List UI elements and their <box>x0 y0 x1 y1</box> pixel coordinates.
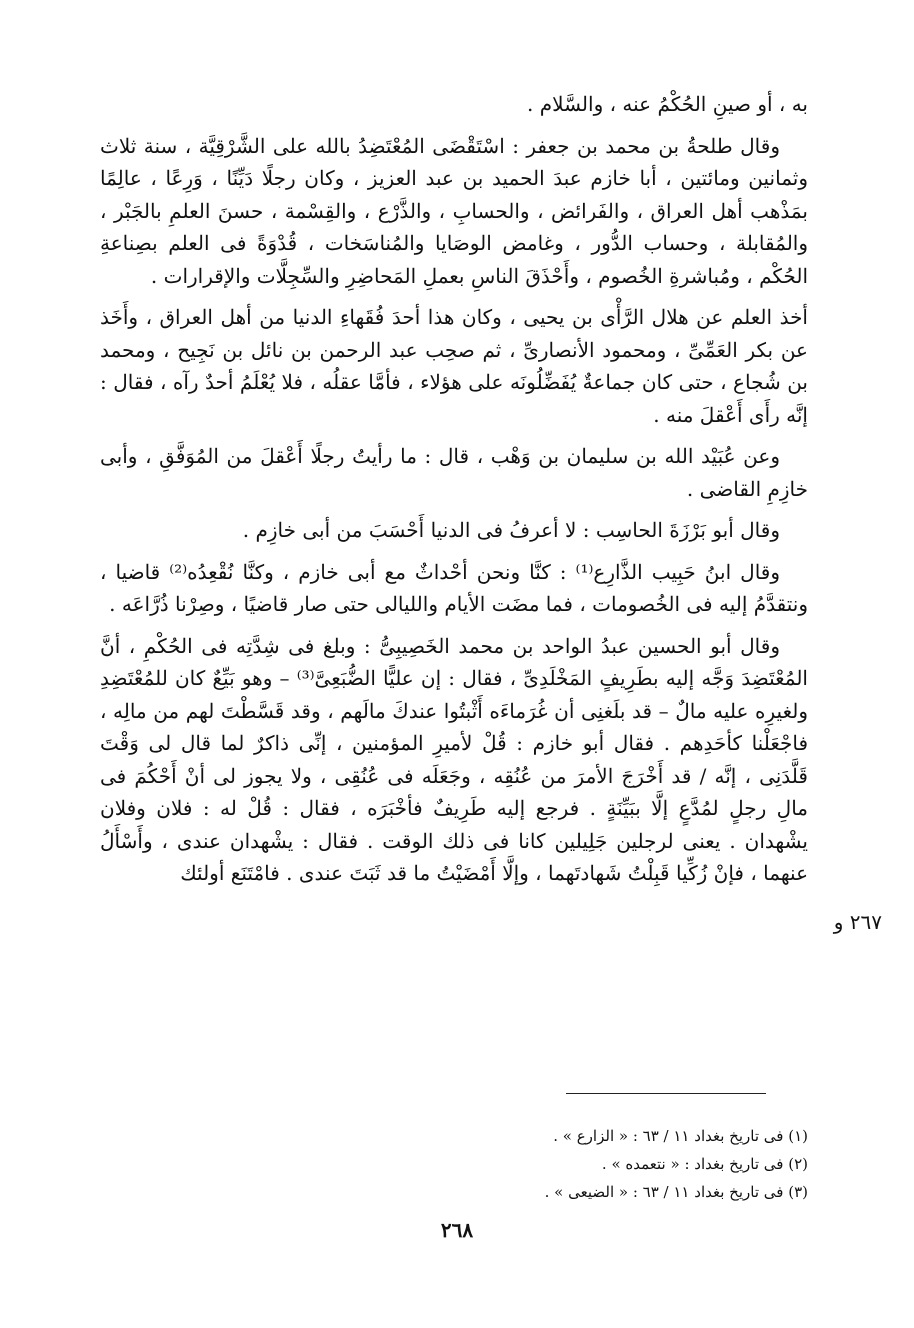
footnote-3: (٣) فى تاريخ بغداد ١١ / ٦٣ : « الضيعى » . <box>544 1183 808 1201</box>
paragraph-3: أخذ العلم عن هلال الرَّأْى بن يحيى ، وكان هذا أحدَ فُقَهاءِ الدنيا من أهل العراق ، وأَخَذ عن بكر العَمِّىِّ ، ومحمود الأنصارىِّ ، ثم صحِب عبد الرحمن بن نائل بن نَجِيح ، ومحمد بن شُجاع ، حتى كان جماعةٌ يُفَضِّلُونَه على هؤلاء ، فأمَّا عقلُه ، فلا يُعْلَمُ أحدٌ رآه ، فقال : إنَّه رأَى أَعْقلَ منه . <box>100 305 808 427</box>
paragraph-5: وقال أبو بَرْزَةَ الحاسِب : لا أعرفُ فى الدنيا أَحْسَبَ من أبى خازِم . <box>242 518 780 542</box>
page-number: ٢٦٨ <box>440 1218 474 1242</box>
footnote-2: (٢) فى تاريخ بغداد : « نتعمده » . <box>601 1155 808 1173</box>
footnote-divider <box>566 1093 766 1094</box>
paragraph-2: وقال طلحةُ بن محمد بن جعفر : اسْتَقْضَى المُعْتَضِدُ بالله على الشَّرْقِيَّة ، سنة ثلاث وثمانين ومائتين ، أبا خازم عبدَ الحميد بن عبد العزيز ، وكان رجلًا دَيِّنًا ، وَرِعًا ، عالِمًا بمَذْهب أهل العراق ، والفَرائض ، والحسابِ ، والذَّرْع ، والقِسْمة ، حسنَ العلمِ بالجَبْر ، والمُقابلة ، وحساب الدُّور ، وغامض الوصَايا والمُناسَخات ، قُدْوَةً فى العلم بصِناعةِ الحُكْم ، ومُباشرةِ الخُصوم ، وأَحْذَقَ الناسِ بعملِ المَحاضِرِ والسِّجِلَّات والإقرارات . <box>100 133 808 288</box>
paragraph-6: وقال ابنُ حَبِيب الذَّارِع⁽¹⁾ : كنَّا ونحن أحْداثٌ مع أبى خازم ، وكنَّا نُقْعِدُه⁽²⁾ قاضيا ، ونتقدَّمُ إليه فى الخُصومات ، فما مضَت الأيام والليالى حتى صار قاضيًا ، وصِرْنا ذُرَّاعَه . <box>100 559 808 616</box>
main-text <box>100 88 808 899</box>
paragraph-4: وعن عُبَيْد الله بن سليمان بن وَهْب ، قال : ما رأيتُ رجلًا أَعْقلَ من المُوَفَّقِ ، وأبى خازِمِ القاضى . <box>100 444 808 501</box>
paragraph-7: وقال أبو الحسين عبدُ الواحد بن محمد الخَصِيبِىُّ : وبلغ فى شِدَّتِه فى الحُكْمِ ، أنَّ المُعْتَضِدَ وَجَّه إليه بطَرِيفٍ المَخْلَدِىِّ ، فقال : إن عليًّا الضُّبَعِىَّ⁽³⁾ – وهو بَيِّعٌ كان للمُعْتَضِدِ ولغيرِه عليه مالٌ – قد بلَغنِى أن غُرَماءَه أَثْبتُوا عندكَ مالَهم ، وقد قَسَّطْتَ لهم من مالِه ، فاجْعَلْنا كأحَدِهم . فقال أبو خازم : قُلْ لأميرِ المؤمنين ، إنِّى ذاكرٌ لما قال لى وَقْتَ قَلَّدَنِى ، إنَّه / قد أَخْرَجَ الأمرَ من عُنُقِه ، وجَعَلَه فى عُنُقِى ، ولا يجوز لى أنْ أَحْكُمَ فى مالِ رجلٍ لمُدَّعٍ إلَّا ببَيِّنَةٍ . فرجع إليه طَرِيفٌ فأخْبَرَه ، فقال : قُلْ له : فلان وفلان يشْهدان . يعنى لرجلين جَلِيلين كانا فى ذلك الوقت . فقال : يشْهدان عندى ، وأَسْأَلُ عنهما ، فإنْ زُكِّيا قَبِلْتُ شَهادتَهما ، وإلَّا أَمْضَيْتُ ما قد ثَبَتَ عندى . فامْتَنَع أولئك <box>100 633 808 885</box>
paragraph-1: به ، أو صينِ الحُكْمُ عنه ، والسَّلام . <box>527 92 808 116</box>
footnote-1: (١) فى تاريخ بغداد ١١ / ٦٣ : « الزارع » . <box>553 1127 808 1145</box>
footnotes <box>300 1122 808 1206</box>
manuscript-folio-marker: ٢٦٧ و <box>833 910 882 934</box>
